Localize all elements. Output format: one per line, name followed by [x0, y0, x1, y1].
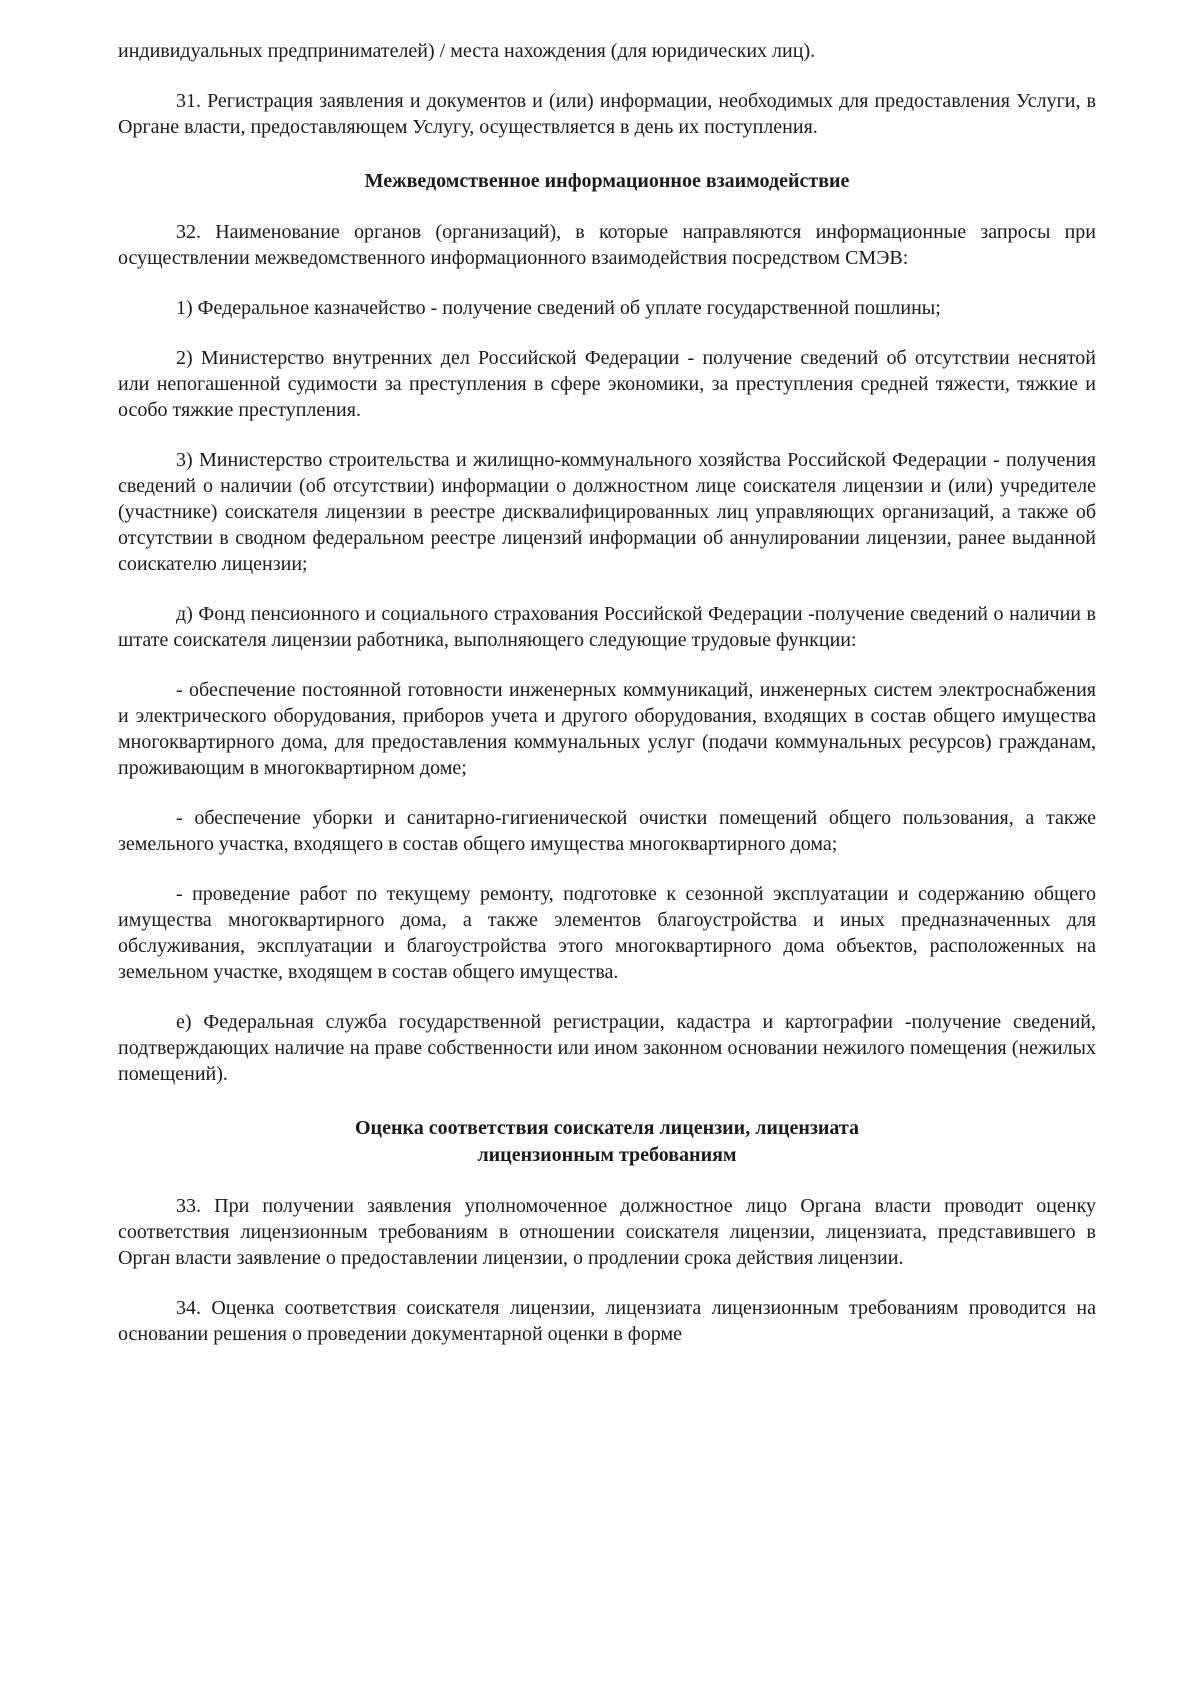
paragraph-33: 33. При получении заявления уполномоченное должностное лицо Органа власти проводит оценку соответствия лицензионным требованиям в отношении соискателя лицензии, лицензиата, представившего в Орган власти заявление о предоставлении лицензии, о продлении срока действия лицензии. — [118, 1195, 1096, 1269]
section-heading-assessment-line2: лицензионным требованиям — [477, 1144, 737, 1166]
paragraph-31: 31. Регистрация заявления и документов и (или) информации, необходимых для предоставления Услуги, в Органе власти, предоставляющем Услугу, осуществляется в день их поступления. — [118, 90, 1096, 138]
section-heading-interagency: Межведомственное информационное взаимодействие — [364, 170, 850, 192]
list-item-e: е) Федеральная служба государственной регистрации, кадастра и картографии -получение сведений, подтверждающих наличие на праве собственности или ином законном основании нежилого помещения (нежилых помещений). — [118, 1011, 1096, 1085]
section-heading-assessment-line1: Оценка соответствия соискателя лицензии, лицензиата — [355, 1117, 859, 1139]
section-heading-assessment — [118, 1115, 1096, 1169]
list-item-3: 3) Министерство строительства и жилищно-коммунального хозяйства Российской Федерации - получения сведений о наличии (об отсутствии) информации о должностном лице соискателя лицензии и (или) учредителе (участнике) соискателя лицензии в реестре дисквалифицированных лиц управляющих организаций, а также об отсутствии в сводном федеральном реестре лицензий информации об аннулировании лицензии, ранее выданной соискателю лицензии; — [118, 449, 1096, 575]
paragraph-34: 34. Оценка соответствия соискателя лицензии, лицензиата лицензионным требованиям проводится на основании решения о проведении документарной оценки в форме — [118, 1297, 1096, 1345]
dash-item-1: - обеспечение постоянной готовности инженерных коммуникаций, инженерных систем электроснабжения и электрического оборудования, приборов учета и другого оборудования, входящих в состав общего имущества многоквартирного дома, для предоставления коммунальных услуг (подачи коммунальных ресурсов) гражданам, проживающим в многоквартирном доме; — [118, 679, 1096, 779]
dash-item-3: - проведение работ по текущему ремонту, подготовке к сезонной эксплуатации и содержанию общего имущества многоквартирного дома, а также элементов благоустройства и иных предназначенных для обслуживания, эксплуатации и благоустройства этого многоквартирного дома объектов, расположенных на земельном участке, входящем в состав общего имущества. — [118, 883, 1096, 983]
dash-item-2: - обеспечение уборки и санитарно-гигиенической очистки помещений общего пользования, а также земельного участка, входящего в состав общего имущества многоквартирного дома; — [118, 807, 1096, 855]
list-item-2: 2) Министерство внутренних дел Российской Федерации - получение сведений об отсутствии неснятой или непогашенной судимости за преступления в сфере экономики, за преступления средней тяжести, тяжкие и особо тяжкие преступления. — [118, 347, 1096, 421]
document-page — [118, 38, 1096, 1347]
list-item-d: д) Фонд пенсионного и социального страхования Российской Федерации -получение сведений о наличии в штате соискателя лицензии работника, выполняющего следующие трудовые функции: — [118, 603, 1096, 651]
list-item-1: 1) Федеральное казначейство - получение сведений об уплате государственной пошлины; — [176, 297, 941, 319]
continuation-line: индивидуальных предпринимателей) / места нахождения (для юридических лиц). — [118, 40, 816, 62]
paragraph-32: 32. Наименование органов (организаций), в которые направляются информационные запросы при осуществлении межведомственного информационного взаимодействия посредством СМЭВ: — [118, 221, 1096, 269]
